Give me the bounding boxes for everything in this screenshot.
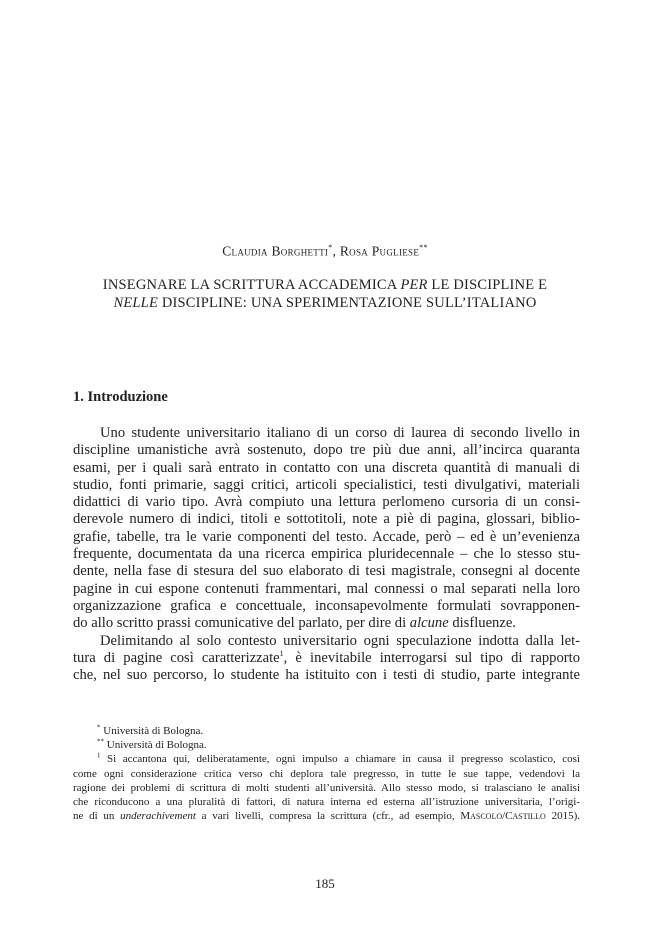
footnote-line: che riconducono a una pluralità di fattori, di natura interna ed esterna all’istruzione universitaria, l’origi- bbox=[73, 796, 580, 809]
body-line: Delimitando al solo contesto universitario ogni speculazione indotta dalla let- bbox=[100, 632, 580, 649]
author-name: Claudia Borghetti bbox=[222, 243, 329, 259]
body-line: didattici di vario tipo. Avrà compiuto una lettura perlomeno cursoria di un consi- bbox=[73, 494, 580, 511]
body-line: do allo scritto prassi comunicative del parlato, per dire di alcune disfluenze. bbox=[73, 615, 516, 632]
footnote: * Università di Bologna. bbox=[97, 723, 204, 737]
footnote-line: ne di un underachivement a vari livelli, compresa la scrittura (cfr., ad esempio, Mascolo/Castillo 2015). bbox=[73, 810, 580, 823]
body-line: studio, fonti primarie, saggi critici, articoli specialistici, testi divulgativi, materiali bbox=[73, 476, 580, 493]
body-line: dente, nella fase di stesura del suo elaborato di tesi magistrale, consegni al docente bbox=[73, 563, 580, 580]
footnote-marker: 1 bbox=[97, 751, 101, 760]
body-line: che, nel suo percorso, lo studente ha istituito con i testi di studio, parte integrante bbox=[73, 667, 580, 684]
footnote-line: come ogni considerazione critica verso chi deplora tale pregresso, in tutte le sue tappe, vedendovi la bbox=[73, 767, 580, 780]
citation: Mascolo/Castillo bbox=[460, 810, 546, 823]
footnote: $^1$ Si accantona qui, deliberatamente, ogni impulso a chiamare in causa il pregresso scolastico, così bbox=[97, 751, 581, 766]
title-line: INSEGNARE LA SCRITTURA ACCADEMICA PER LE DISCIPLINE E bbox=[102, 277, 548, 293]
paper-title bbox=[0, 276, 650, 312]
section-heading: 1. Introduzione bbox=[73, 389, 168, 405]
footnote-marker: * bbox=[328, 243, 333, 252]
emphasis: underachivement bbox=[120, 810, 196, 823]
body-line: esami, per i quali sarà entrato in contatto con una discreta quantità di manuali di bbox=[73, 459, 580, 476]
author-line bbox=[0, 243, 650, 260]
footnote-line: ragione dei problemi di scrittura di molti studenti all’università. Allo stesso modo, si tralasciano le analisi bbox=[73, 781, 580, 794]
title-emphasis: NELLE bbox=[113, 295, 158, 311]
title-line: NELLE DISCIPLINE: UNA SPERIMENTAZIONE SULL’ITALIANO bbox=[113, 295, 537, 311]
footnote-marker: ** bbox=[97, 737, 104, 746]
title-emphasis: PER bbox=[400, 277, 428, 293]
body-line: derevole numero di indici, titoli e sottotitoli, note a piè di pagina, glossari, biblio- bbox=[73, 511, 580, 528]
author-name: Rosa Pugliese bbox=[339, 243, 420, 259]
body-line: Uno studente universitario italiano di un corso di laurea di secondo livello in bbox=[100, 425, 580, 441]
body-text bbox=[73, 425, 580, 684]
body-line: organizzazione grafica e concettuale, inconsapevolmente formulati sovrapponen- bbox=[73, 597, 580, 614]
footnote-reference: 1 bbox=[279, 649, 284, 658]
author-separator: , bbox=[332, 243, 340, 259]
body-line: pagine in cui espone contenuti frammentari, mal connessi o mal separati nella loro bbox=[73, 580, 580, 597]
body-line: tura di pagine così caratterizzate$^1$, è inevitabile interrogarsi sul tipo di rapporto bbox=[73, 649, 580, 666]
footnote-marker: ** bbox=[419, 243, 428, 252]
footnotes bbox=[73, 724, 580, 823]
body-line: frequente, documentata da una ricerca empirica pluridecennale – che lo stesso stu- bbox=[73, 546, 580, 563]
footnote-marker: * bbox=[97, 723, 101, 732]
body-line: discipline umanistiche avrà sostenuto, dopo tre più due anni, all’incirca quaranta bbox=[73, 442, 580, 459]
footnote: ** Università di Bologna. bbox=[97, 737, 207, 752]
page-number: 185 bbox=[315, 876, 335, 891]
emphasis: alcune bbox=[409, 615, 449, 632]
body-line: grafie, tabelle, tra le varie componenti del testo. Accade, però – ed è un’evenienza bbox=[73, 528, 580, 545]
